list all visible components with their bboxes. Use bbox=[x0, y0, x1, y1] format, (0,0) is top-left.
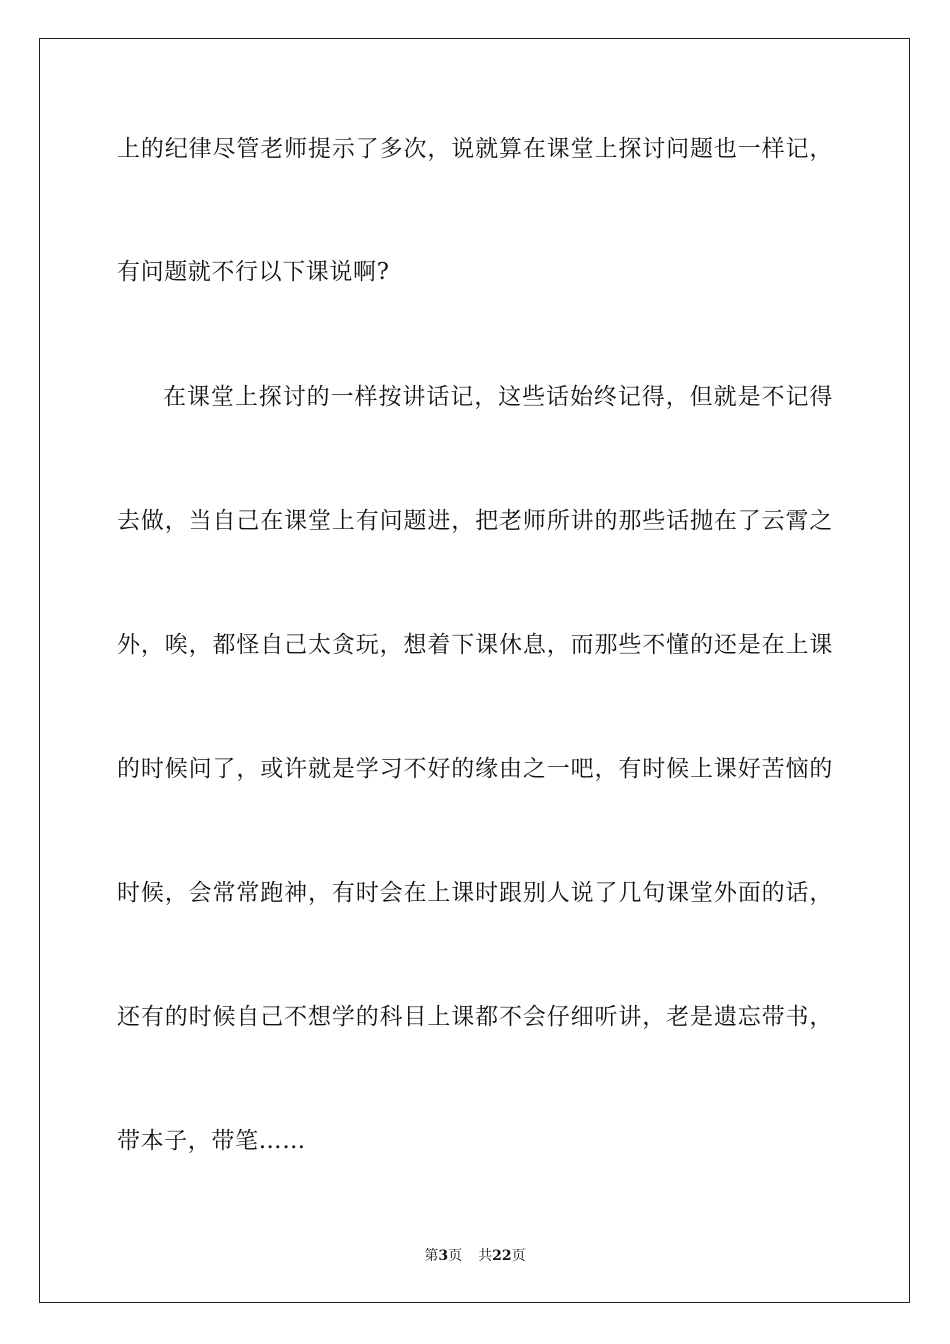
page-border bbox=[39, 38, 910, 1303]
page-suffix: 页 bbox=[448, 1248, 463, 1264]
paragraph-line-3: 在课堂上探讨的一样按讲话记，这些话始终记得，但就是不记得 bbox=[163, 384, 833, 410]
paragraph-line-1: 上的纪律尽管老师提示了多次，说就算在课堂上探讨问题也一样记， bbox=[117, 136, 833, 162]
paragraph-line-4: 去做，当自己在课堂上有问题进，把老师所讲的那些话抛在了云霄之 bbox=[117, 508, 833, 534]
page-footer bbox=[0, 1247, 950, 1265]
paragraph-line-2: 有问题就不行以下课说啊? bbox=[117, 259, 390, 285]
paragraph-line-9: 带本子，带笔…… bbox=[117, 1128, 306, 1154]
paragraph-line-8: 还有的时候自己不想学的科目上课都不会仔细听讲，老是遗忘带书， bbox=[117, 1004, 833, 1030]
paragraph-line-5: 外，唉，都怪自己太贪玩，想着下课休息，而那些不懂的还是在上课 bbox=[117, 632, 833, 658]
paragraph-line-7: 时候，会常常跑神，有时会在上课时跟别人说了几句课堂外面的话， bbox=[117, 880, 833, 906]
page-prefix: 第 bbox=[424, 1248, 439, 1264]
page-number: 3 bbox=[438, 1248, 449, 1264]
total-prefix: 共 bbox=[478, 1248, 493, 1264]
total-suffix: 页 bbox=[511, 1248, 526, 1264]
paragraph-line-6: 的时候问了，或许就是学习不好的缘由之一吧，有时候上课好苦恼的 bbox=[117, 756, 833, 782]
total-pages: 22 bbox=[492, 1248, 512, 1264]
